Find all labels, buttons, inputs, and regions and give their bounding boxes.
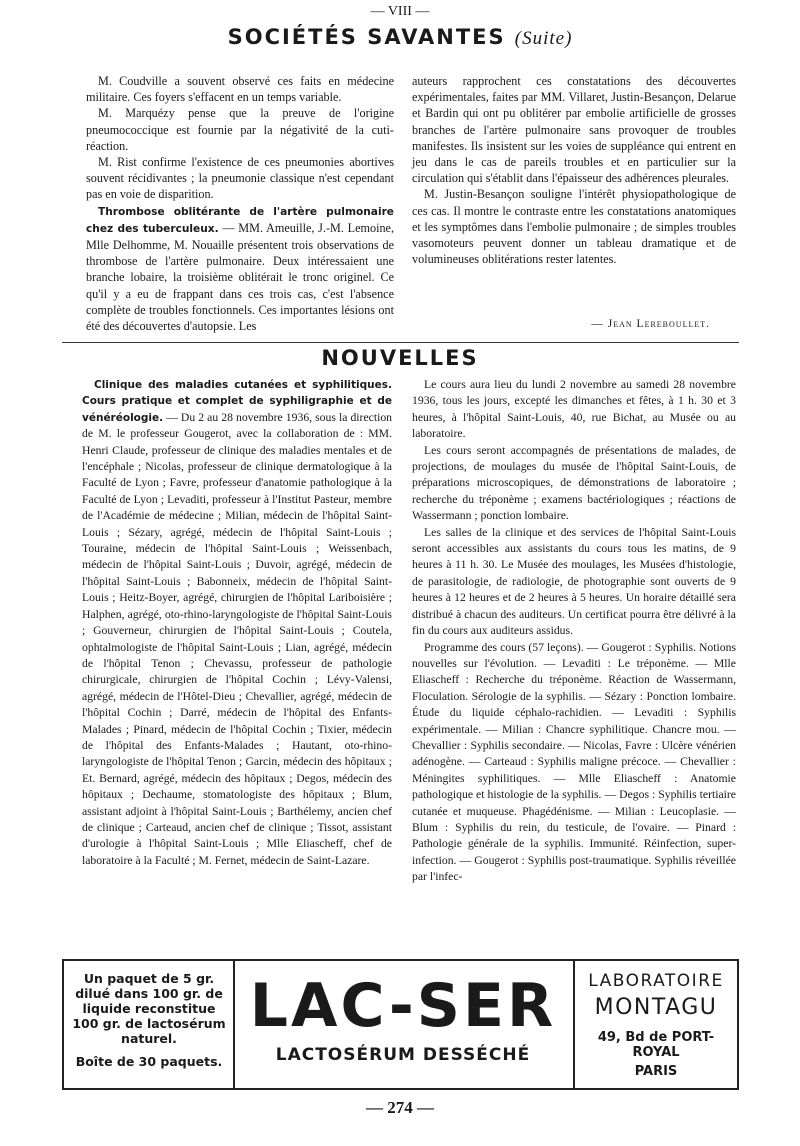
thrombose-paragraph: [86, 203, 394, 335]
section-header: [0, 25, 800, 50]
paragraph: M. Coudville a souvent observé ces faits en médecine militaire. Ces foyers s'effacent en un temps variable.: [86, 74, 394, 105]
ad-left-line: naturel.: [121, 1031, 177, 1046]
ad-subtitle: LACTOSÉRUM DESSÉCHÉ: [275, 1045, 531, 1065]
thrombose-text: — MM. Ameuille, J.-M. Lemoine, Mlle Delhomme, M. Nouaille présentent trois observations de thrombose de l'artère pulmonaire. Deux intéressaient une branche lobaire, la troisième oblitérait le tronc originel. Ce qu'il y a eu de frappant dans ces trois cas, c'est l'absence complète de troubles fonctionnels. Ces importantes lésions ont été des découvertes d'autopsie. Les: [86, 220, 394, 334]
ad-lab-block: [577, 971, 735, 1079]
advertisement: [62, 959, 739, 1090]
signature: — Jean Lereboullet.: [591, 318, 710, 330]
societes-left-column: [86, 73, 394, 334]
ad-box-size: Boîte de 30 paquets.: [75, 1054, 223, 1069]
paragraph: M. Marquézy pense que la preuve de l'origine pneumococcique est fournie par la négativité de la cuti-réaction.: [86, 106, 394, 153]
paragraph: Les cours seront accompagnés de présentations de malades, de projections, de moulages du musée de l'hôpital Saint-Louis, de préparations microscopiques, de démonstrations de laboratoire ; recherche du tréponème ; examens bactériologiques ; réactions de Wassermann ; ponction lombaire.: [412, 443, 736, 523]
ad-left-text: [70, 971, 228, 1069]
page-number: — 274 —: [366, 1098, 434, 1117]
ad-left-line: dilué dans 100 gr. de: [75, 986, 223, 1001]
clinique-paragraph: [82, 377, 392, 869]
ad-divider: [573, 961, 575, 1088]
programme-paragraph: Programme des cours (57 leçons). — Gougerot : Syphilis. Notions nouvelles sur l'évolution. — Levaditi : Le tréponème. — Mlle Eliascheff : Recherche du tréponème. Réaction de Wassermann, Floculation. Sérologie de la syphilis. — Sézary : Ponction lombaire. Étude du liquide céphalo-rachidien. — Levaditi : Syphilis expérimentale. — Milian : Chancre syphilitique. Chancre mou. — Chevallier : Syphilis secondaire. — Nicolas, Favre : Ulcère vénérien adénogène. — Carteaud : Syphilis maligne précoce. — Chevallier : Méningites syphilitiques. — Mlle Eliascheff : Anatomie pathologique et histologie de la syphilis. — Degos : Syphilis tertiaire cutanée et muqueuse. Phagédénisme. — Milian : Leucoplasie. — Blum : Syphilis du rein, du testicule, de l'ovaire. — Pinard : Pathologie générale de la syphilis. Immunité. Réinfection, super-infection. — Gougerot : Syphilis post-traumatique. Syphilis réveillée par l'infec-: [412, 640, 736, 884]
nouvelles-left-column: [82, 377, 392, 869]
paragraph: M. Rist confirme l'existence de ces pneumonies abortives souvent récidivantes ; la pneumonie classique n'est cependant pas en voie de disparition.: [86, 155, 394, 202]
paragraph: Le cours aura lieu du lundi 2 novembre au samedi 28 novembre 1936, tous les jours, excepté les dimanches et fêtes, à 1 h. 30 et 3 heures, à l'hôpital Saint-Louis, 40, rue Bichat, au Musée ou au laboratoire.: [412, 378, 736, 441]
section-title: SOCIÉTÉS SAVANTES: [227, 25, 506, 49]
ad-lab-line1: LABORATOIRE: [588, 971, 724, 991]
paragraph: M. Justin-Besançon souligne l'intérêt physiopathologique de ces cas. Il montre le contraste entre les constatations anatomiques et les symptômes dans l'embolie pulmonaire ; de simples troubles vasomoteurs peuvent donner un tableau dramatique et de volumineuses oblitérations rester latentes.: [412, 187, 736, 267]
clinique-heading: Clinique des maladies cutanées et syphilitiques. Cours pratique et complet de syphiligraphie et de vénéréologie.: [82, 379, 392, 424]
ad-brand: LAC-SER: [249, 971, 557, 1041]
ad-address: 49, Bd de PORT-ROYAL: [597, 1030, 715, 1060]
paragraph: Les salles de la clinique et des services de l'hôpital Saint-Louis seront accessibles aux assistants du cours tous les matins, de 9 heures à 11 h. 30. Le Musée des moulages, les Musées d'histologie, de parasitologie, de radiologie, de photographie sont ouverts de 9 heures à 12 heures et de 2 heures à 5 heures. Un horaire détaillé sera distribué à chacun des auditeurs. Un certificat pourra être délivré à la fin du cours aux auditeurs assidus.: [412, 525, 736, 638]
section-suffix: (Suite): [514, 28, 573, 49]
page-roman-number: — VIII —: [370, 4, 430, 19]
ad-city: PARIS: [634, 1064, 678, 1079]
nouvelles-title: NOUVELLES: [321, 346, 479, 370]
ad-divider: [233, 961, 235, 1088]
paragraph: auteurs rapprochent ces constatations des découvertes expérimentales, faites par MM. Villaret, Justin-Besançon, Delarue et Bardin qui ont pu oblitérer par embolie artificielle de grosses branches de l'artère pulmonaire sans provoquer de troubles manifestes. Ils insistent sur les voies de suppléance qui entrent en jeu dans le cas de pareils troubles et en particulier sur la circulation qui s'établit dans l'épaisseur des adhérences pleurales.: [412, 74, 736, 186]
societes-right-column: [412, 73, 736, 267]
ad-lab-line2: MONTAGU: [594, 995, 718, 1020]
ad-left-line: liquide reconstitue: [82, 1001, 216, 1016]
clinique-text: — Du 2 au 28 novembre 1936, sous la direction de M. le professeur Gougerot, avec la collaboration de : MM. Henri Claude, professeur de clinique des maladies mentales et de l'encéphale ; Nicolas, professeur de clinique dermatologique à la Faculté de Lyon ; Favre, professeur d'anatomie pathologique à la Faculté de Lyon ; Levaditi, professeur à l'Institut Pasteur, membre de l'Académie de médecine ; Milian, médecin de l'hôpital Saint-Louis ; Sézary, agrégé, médecin de l'hôpital Saint-Louis ; Touraine, médecin de l'hôpital Saint-Louis ; Weissenbach, médecin de l'hôpital Saint-Louis ; Duvoir, agrégé, médecin de l'hôpital Saint-Louis ; Babonneix, médecin de l'hôpital Saint-Louis ; Heitz-Boyer, agrégé, chirurgien de l'hôpital Lariboisière ; Halphen, agrégé, oto-rhino-laryngologiste de l'hôpital Saint-Louis ; Gouverneur, chirurgien de l'hôpital Saint-Louis ; Coutela, ophtalmologiste de l'hôpital Saint-Louis ; Lian, agrégé, médecin de l'hôpital Tenon ; Chevassu, professeur de pathologie chirurgicale, chirurgien de l'hôpital Cochin ; Lévy-Valensi, agrégé, médecin de l'Hôtel-Dieu ; Chevallier, agrégé, médecin de l'hôpital Cochin ; Darré, médecin de l'hôpital des Enfants-Malades ; Pinard, médecin de l'hôpital Cochin ; Tixier, médecin de l'hôpital des Enfants-Malades ; Hautant, oto-rhino-laryngologiste de l'hôpital Tenon ; Garcin, médecin des hôpitaux ; Et. Bernard, agrégé, médecin des hôpitaux ; Degos, médecin des hôpitaux ; Dechaume, stomatologiste des hôpitaux ; Blum, assistant adjoint à l'hôpital Saint-Louis ; Barthélemy, ancien chef de clinique ; Carteaud, ancien chef de clinique ; Tissot, assistant d'urologie à l'hôpital Saint-Louis ; Mlle Eliascheff, chef de laboratoire à la Faculté ; M. Fernet, médecin de Saint-Lazare.: [82, 410, 393, 867]
section-divider: [62, 342, 739, 343]
ad-left-line: 100 gr. de lactosérum: [72, 1016, 226, 1031]
nouvelles-right-column: [412, 377, 736, 886]
ad-left-line: Un paquet de 5 gr.: [83, 971, 215, 986]
thrombose-heading: Thrombose oblitérante de l'artère pulmonaire chez des tuberculeux.: [86, 205, 394, 235]
